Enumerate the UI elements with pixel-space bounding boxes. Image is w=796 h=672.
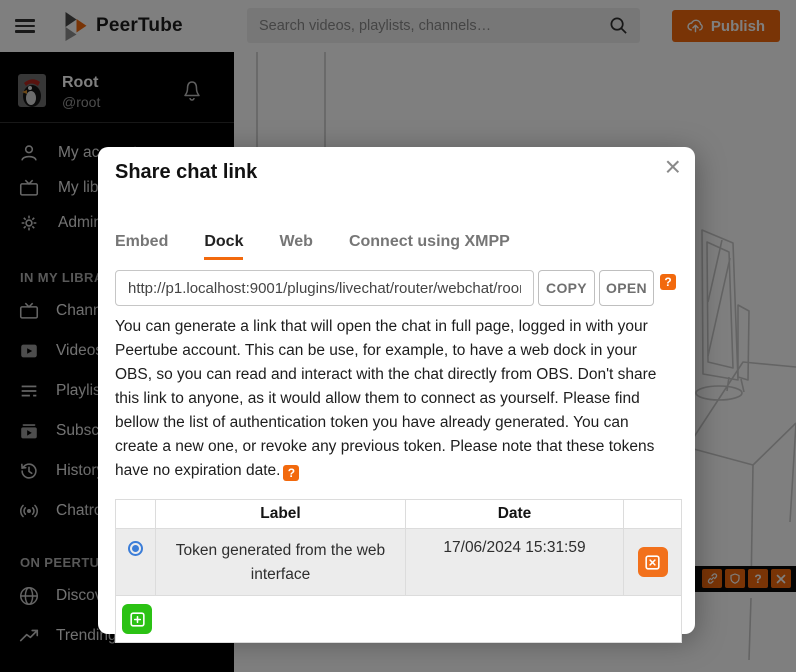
tab-web[interactable]: Web [279,233,312,260]
plus-square-icon [128,610,147,629]
share-url-input[interactable] [115,270,534,306]
share-tabs [115,233,678,260]
create-token-button[interactable] [122,604,152,634]
actions-column-header [624,500,682,529]
date-column-header: Date [406,500,624,529]
description-text: You can generate a link that will open the chat in full page, logged in with your Peertube account. This can be use, for example, to have a web dock in your OBS, so you can read and interact with the chat directly from OBS. Don't share this link to anyone, as it would allow them to connect as yourself. Please find bellow the list of authentication token you have already generated. You can create a new one, or revoke any previous token. Please note that these tokens have no expiration date. [115,318,657,479]
help-icon[interactable]: ? [660,274,676,290]
x-square-icon [643,553,662,572]
share-url-row [115,270,678,306]
token-radio-selected[interactable] [128,541,143,556]
label-column-header: Label [156,500,406,529]
token-date: 17/06/2024 15:31:59 [406,529,624,596]
tab-connect-xmpp[interactable]: Connect using XMPP [349,233,510,260]
tab-dock[interactable]: Dock [204,233,243,260]
radio-column-header [116,500,156,529]
token-table-header [116,500,682,529]
add-token-row [116,596,682,643]
token-row [116,529,682,596]
dock-description [115,315,667,483]
tab-embed[interactable]: Embed [115,233,168,260]
copy-button[interactable]: COPY [538,270,595,306]
modal-title: Share chat link [115,161,258,183]
help-icon[interactable]: ? [283,465,299,481]
modal-close-icon[interactable]: × [664,151,681,182]
token-label: Token generated from the web interface [156,529,406,596]
token-table [115,499,682,643]
open-button[interactable]: OPEN [599,270,654,306]
revoke-token-button[interactable] [638,547,668,577]
share-chat-link-modal [98,147,695,634]
